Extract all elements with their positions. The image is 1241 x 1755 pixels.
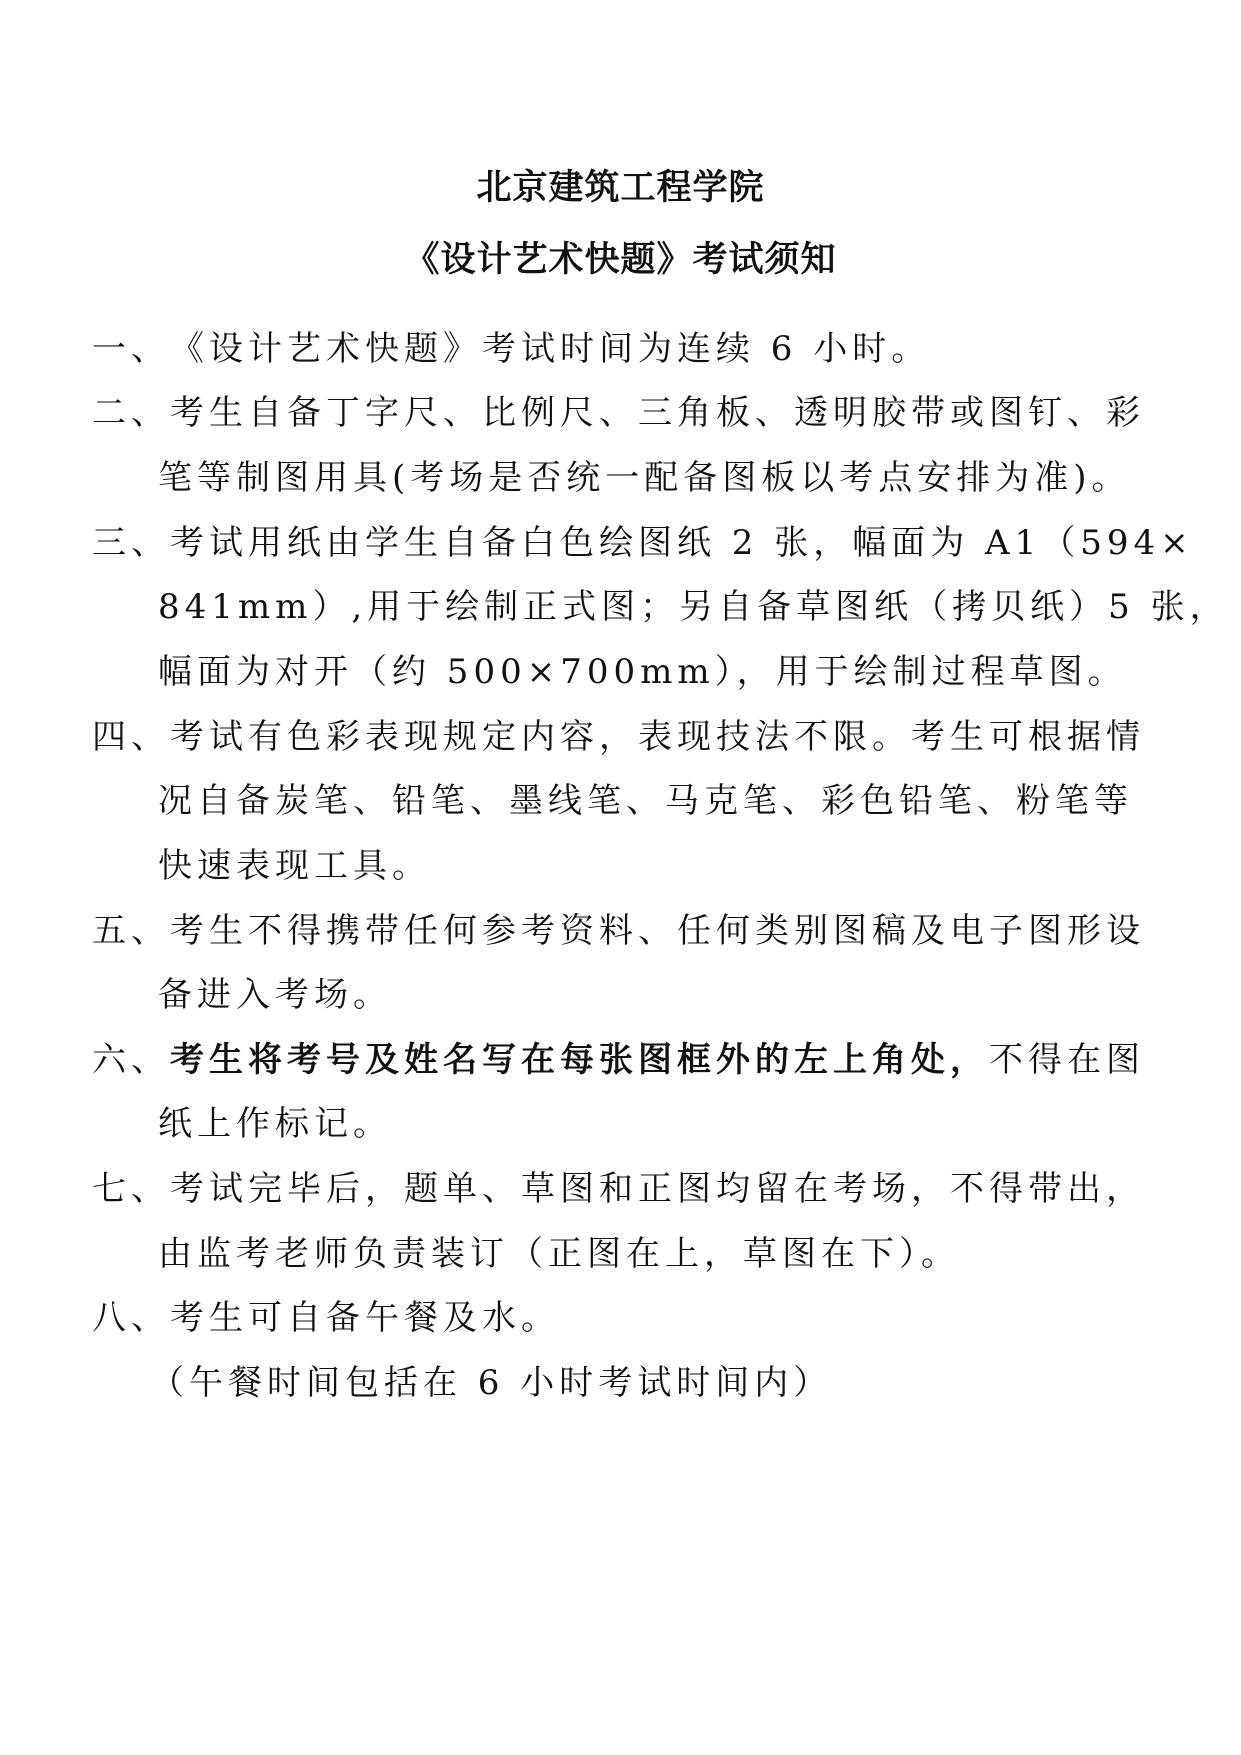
notice-item-4-line-2: 况自备炭笔、铅笔、墨线笔、马克笔、彩色铅笔、粉笔等: [158, 781, 1133, 821]
item-text: 不得在图: [989, 1040, 1145, 1080]
item-text: 考生不得携带任何参考资料、任何类别图稿及电子图形设: [170, 911, 1145, 951]
notice-item-8-note: （午餐时间包括在 6 小时考试时间内）: [150, 1363, 833, 1403]
item-text: 考试完毕后，题单、草图和正图均留在考场，不得带出，: [170, 1169, 1145, 1209]
item-number: 一、: [92, 329, 170, 369]
notice-item-3-line-2: 841mm）,用于绘制正式图；另自备草图纸（拷贝纸）5 张，: [158, 587, 1229, 627]
item-number: 二、: [92, 393, 170, 433]
notice-item-4-line-1: [92, 717, 1145, 757]
document-title-institution: 北京建筑工程学院: [476, 168, 765, 208]
item-text: 考试有色彩表现规定内容，表现技法不限。考生可根据情: [170, 717, 1145, 757]
notice-item-1-line-1: [92, 329, 930, 369]
notice-item-3-line-3: 幅面为对开（约 500×700mm），用于绘制过程草图。: [158, 652, 1127, 692]
notice-item-2-line-1: [92, 393, 1145, 433]
item-text: 考生自备丁字尺、比例尺、三角板、透明胶带或图钉、彩: [170, 393, 1145, 433]
item-text: 考试用纸由学生自备白色绘图纸 2 张，幅面为 A1（594×: [170, 523, 1194, 563]
notice-item-5-line-2: 备进入考场。: [158, 975, 392, 1015]
notice-item-4-line-3: 快速表现工具。: [158, 846, 431, 886]
notice-item-2-line-2: 笔等制图用具(考场是否统一配备图板以考点安排为准)。: [158, 458, 1131, 498]
item-text: 《设计艺术快题》考试时间为连续 6 小时。: [170, 329, 931, 369]
notice-item-3-line-1: [92, 523, 1194, 563]
notice-item-6-line-1: [92, 1040, 1145, 1080]
document-title-exam-notice: 《设计艺术快题》考试须知: [404, 240, 837, 280]
notice-item-6-line-2: 纸上作标记。: [158, 1104, 392, 1144]
notice-item-7-line-1: [92, 1169, 1145, 1209]
item-number: 七、: [92, 1169, 170, 1209]
notice-item-8-line-1: [92, 1298, 560, 1338]
item-number: 六、: [92, 1040, 170, 1080]
item-text-emphasized: 考生将考号及姓名写在每张图框外的左上角处，: [170, 1040, 989, 1080]
notice-item-5-line-1: [92, 911, 1145, 951]
notice-item-7-line-2: 由监考老师负责装订（正图在上，草图在下）。: [158, 1234, 960, 1274]
item-number: 五、: [92, 911, 170, 951]
item-number: 四、: [92, 717, 170, 757]
item-number: 八、: [92, 1298, 170, 1338]
item-number: 三、: [92, 523, 170, 563]
item-text: 考生可自备午餐及水。: [170, 1298, 560, 1338]
